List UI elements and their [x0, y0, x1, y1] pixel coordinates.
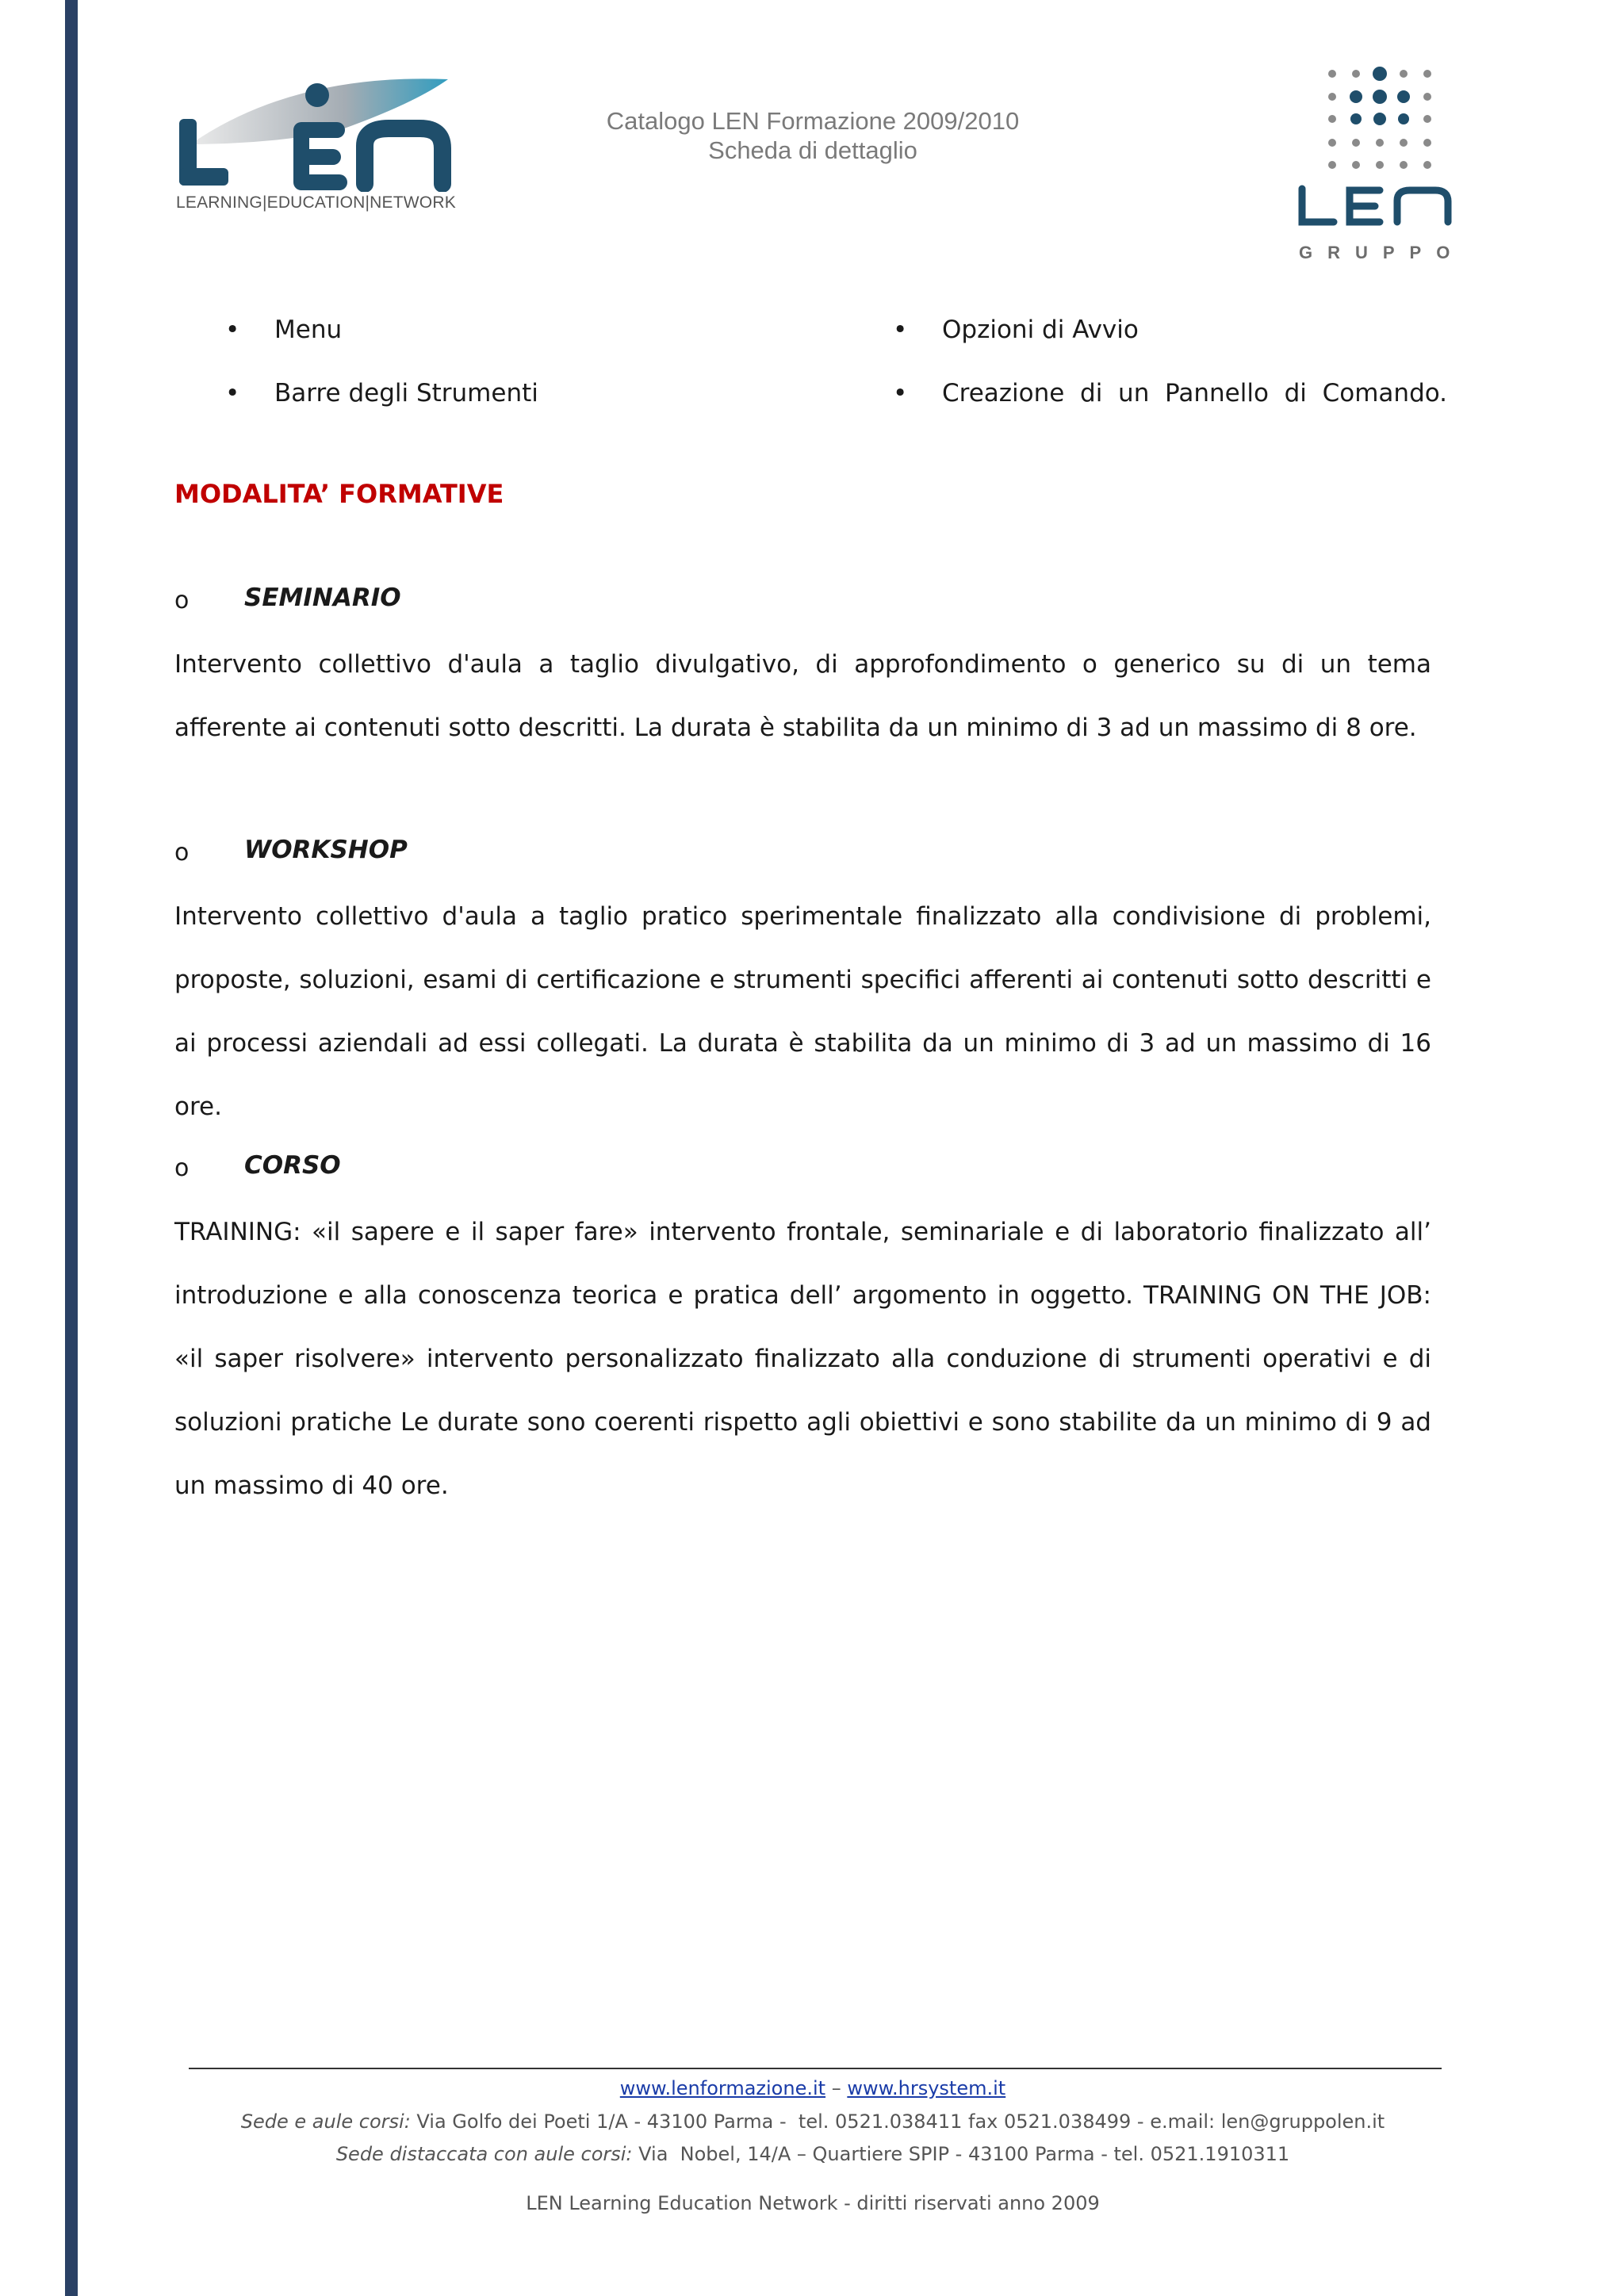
footer-branch-label: Sede distaccata con aule corsi: [335, 2143, 633, 2165]
website-link-hrsystem[interactable]: www.hrsystem.it [847, 2077, 1006, 2099]
mode-description-corso: TRAINING: «il sapere e il saper fare» intervento frontale, seminariale e di laboratorio finalizzato all’ introduzione e alla conoscenza teorica e pratica dell’ argomento in oggetto. TRAINING ON THE JOB: «il saper risolvere» intervento personalizzato finalizzato alla conduzione di strumenti operativi e di soluzioni pratiche Le durate sono coerenti rispetto agli obiettivi e sono stabilite da un minimo di 9 ad un massimo di 40 ore. [174, 1218, 1431, 1500]
header-subtitle: Scheda di dettaglio [708, 136, 917, 164]
bullet-icon: • [893, 379, 908, 408]
section-title: MODALITA’ FORMATIVE [174, 479, 504, 509]
circle-bullet-icon: o [174, 839, 190, 867]
footer-branch-text: Via Nobel, 14/A – Quartiere SPIP - 43100 Parma - tel. 0521.1910311 [632, 2143, 1290, 2165]
page-left-border [65, 0, 78, 2296]
dot-grid-logo-graphic [1293, 62, 1475, 236]
circle-bullet-icon: o [174, 1154, 190, 1182]
bullet-icon: • [225, 316, 240, 344]
bullet-icon: • [225, 379, 240, 408]
bullet-icon: • [893, 316, 908, 344]
footer-address-text: Via Golfo dei Poeti 1/A - 43100 Parma - tel. 0521.038411 fax 0521.038499 - e.mail: len@gruppolen.it [410, 2110, 1385, 2133]
footer-divider [189, 2068, 1442, 2069]
len-gruppo-logo [1293, 62, 1475, 268]
mode-description-seminario: Intervento collettivo d'aula a taglio divulgativo, di approfondimento o generico su di un tema afferente ai contenuti sotto descritti. La durata è stabilita da un minimo di 3 ad un massimo di 8 ore. [174, 650, 1431, 742]
footer-copyright: LEN Learning Education Network - diritti riservati anno 2009 [526, 2192, 1100, 2214]
mode-description-workshop: Intervento collettivo d'aula a taglio pratico sperimentale finalizzato alla condivisione di problemi, proposte, soluzioni, esami di certificazione e strumenti specifici afferenti ai contenuti sotto descritti e ai processi aziendali ad essi collegati. La durata è stabilita da un minimo di 3 ad un massimo di 16 ore. [174, 902, 1431, 1121]
len-logo-graphic [174, 73, 460, 192]
footer-links [190, 2077, 1435, 2099]
circle-bullet-icon: o [174, 587, 190, 614]
len-logo-left [174, 73, 460, 220]
document-header [523, 106, 1102, 165]
footer-address-branch [190, 2143, 1435, 2165]
footer-address-main [190, 2110, 1435, 2133]
footer-address-label: Sede e aule corsi: [240, 2110, 411, 2133]
header-catalog-title: Catalogo LEN Formazione 2009/2010 [606, 107, 1020, 135]
website-link-lenformazione[interactable]: www.lenformazione.it [619, 2077, 826, 2099]
logo-tagline: LEARNING|EDUCATION|NETWORK [176, 193, 456, 212]
footer-link-separator: – [825, 2077, 848, 2099]
gruppo-wordmark: GRUPPO [1299, 243, 1465, 262]
